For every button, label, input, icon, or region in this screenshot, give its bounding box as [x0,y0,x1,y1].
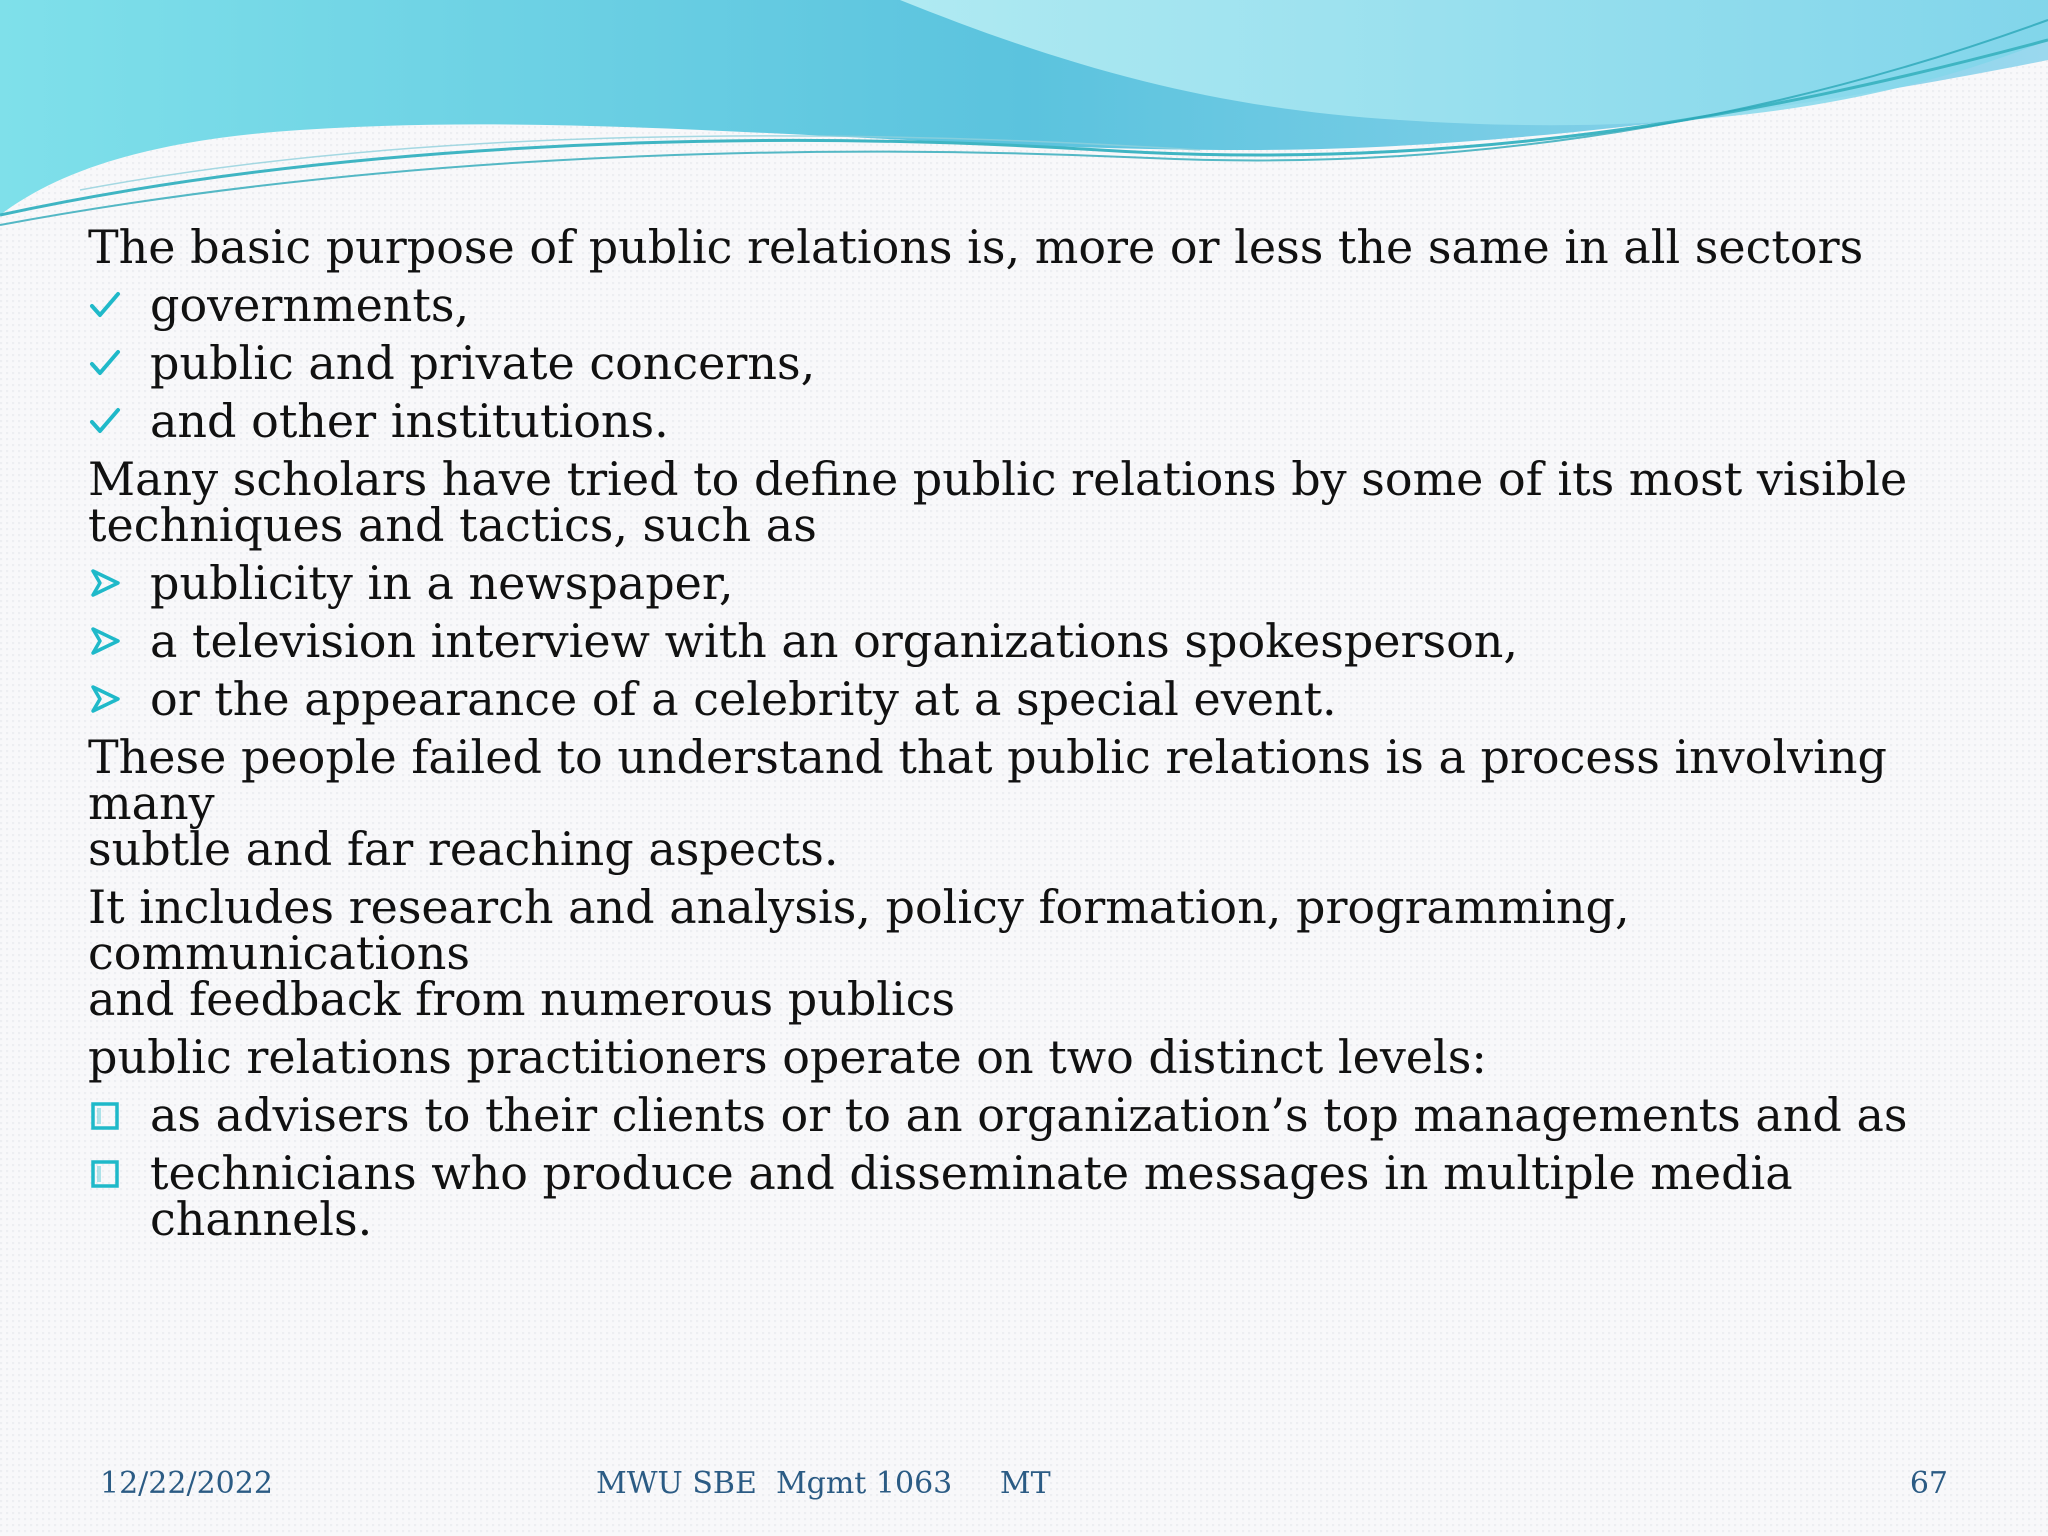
scholars-line: Many scholars have tried to define public relations by some of its most visible [88,452,1908,506]
levels-intro: public relations practitioners operate on two distinct levels: [88,1030,1487,1084]
list-item [88,336,1988,390]
scholars-paragraph [88,452,1988,552]
square-bullet-icon [88,1150,134,1196]
list-item-text: as advisers to their clients or to an organization’s top managements and as [150,1088,1908,1142]
failed-paragraph [88,730,1988,876]
list-item [88,614,1988,668]
arrow-right-icon [88,560,134,606]
includes-line: and feedback from numerous publics [88,972,956,1026]
footer-date: 12/22/2022 [100,1466,273,1501]
failed-line: These people failed to understand that public relations is a process involving many [88,730,1887,830]
list-item [88,556,1988,610]
check-icon [88,282,134,328]
list-item-text: and other institutions. [150,394,669,448]
list-item-text: technicians who produce and disseminate messages in multiple media channels. [150,1146,1793,1246]
list-item-text: publicity in a newspaper, [150,556,734,610]
list-item [88,1088,1988,1142]
list-item-text: a television interview with an organizations spokesperson, [150,614,1519,668]
slide-body [88,220,1988,1246]
check-icon [88,398,134,444]
list-item [88,394,1988,448]
list-item-text: governments, [150,278,470,332]
check-icon [88,340,134,386]
header-wave-decoration [0,0,2048,240]
list-item [88,672,1988,726]
list-item-text: public and private concerns, [150,336,816,390]
includes-line: It includes research and analysis, policy formation, programming, communications [88,880,1630,980]
arrow-right-icon [88,676,134,722]
includes-paragraph [88,880,1988,1026]
list-item [88,1146,1988,1246]
failed-line: subtle and far reaching aspects. [88,822,839,876]
footer-course: MWU SBE Mgmt 1063 MT [596,1466,1051,1501]
list-item-text: or the appearance of a celebrity at a special event. [150,672,1337,726]
intro-text: The basic purpose of public relations is, more or less the same in all sectors [88,220,1864,274]
arrow-right-icon [88,618,134,664]
list-item [88,278,1988,332]
scholars-line: techniques and tactics, such as [88,498,817,552]
page-number: 67 [1909,1466,1948,1501]
square-bullet-icon [88,1092,134,1138]
